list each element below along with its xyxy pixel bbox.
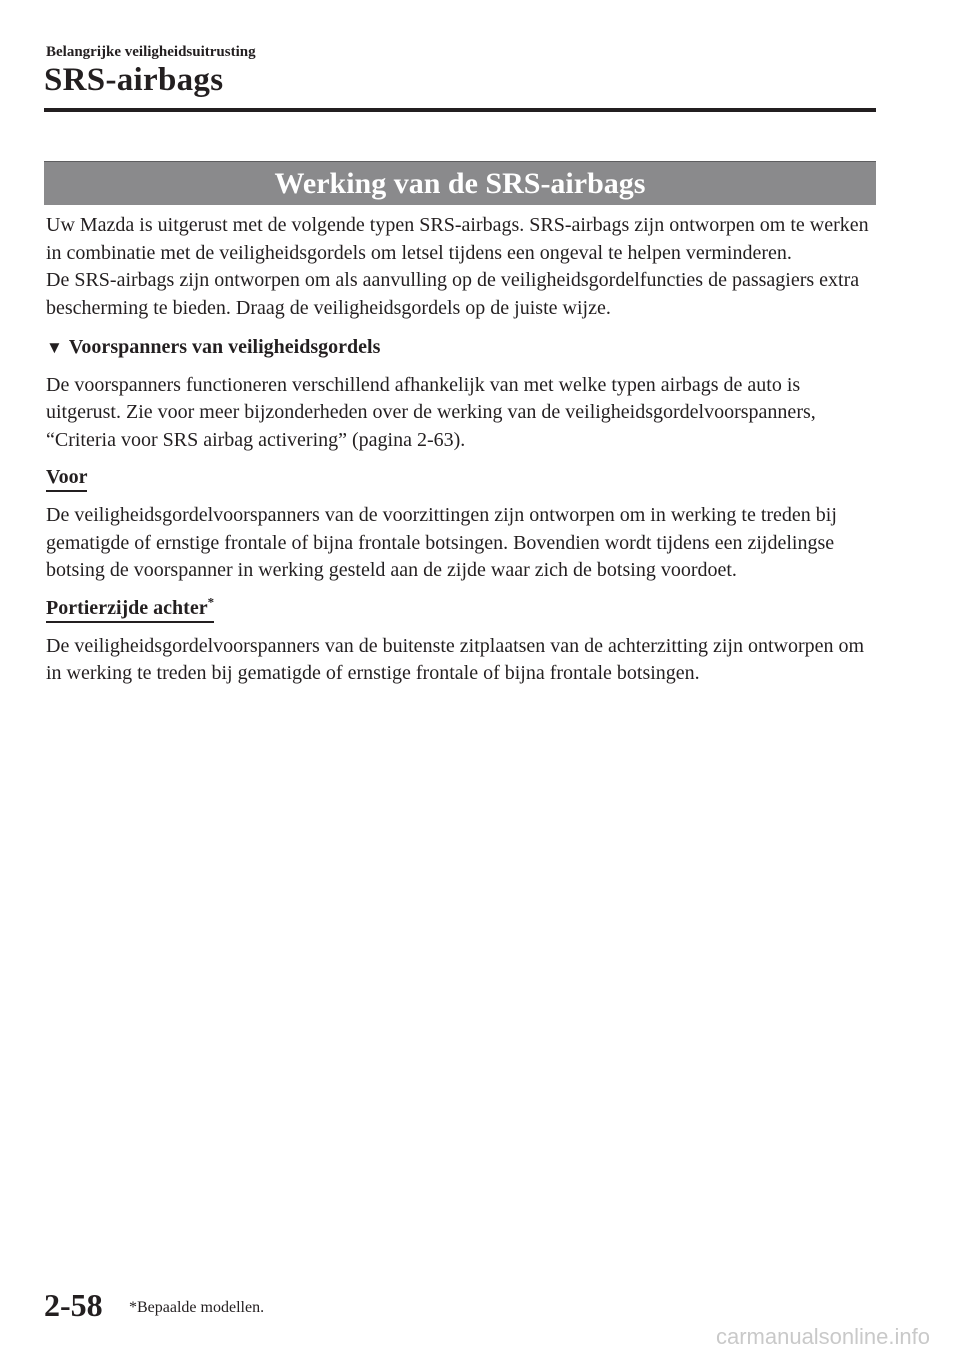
triangle-down-icon: ▼ (46, 338, 63, 357)
body-content (46, 212, 876, 688)
footnote: *Bepaalde modellen. (129, 1299, 265, 1316)
section-title: SRS-airbags (44, 62, 224, 98)
voor-heading: Voor (46, 465, 87, 492)
achter-heading-text: Portierzijde achter (46, 596, 208, 619)
pretensioner-paragraph: De voorspanners functioneren verschillend afhankelijk van met welke typen airbags de auto is uitgerust. Zie voor meer bijzonderheden over de werking van de veiligheidsgordelvoorspanners, “Criteria voor SRS airbag activering” (pagina 2-63). (46, 373, 816, 451)
voor-paragraph: De veiligheidsgordelvoorspanners van de voorzittingen zijn ontworpen om in werking te treden bij gematigde of ernstige frontale of bijna frontale botsingen. Bovendien wordt tijdens een zijdelingse botsing de voorspanner in werking gesteld aan de zijde waar zich de botsing voordoet. (46, 504, 837, 581)
watermark: carmanualsonline.info (715, 1324, 930, 1349)
achter-heading-row (46, 595, 876, 623)
intro-paragraph-2: De SRS-airbags zijn ontworpen om als aanvulling op de veiligheidsgordelfuncties de passagiers extra bescherming te bieden. Draag de veiligheidsgordels op de juiste wijze. (46, 269, 860, 319)
achter-heading (46, 593, 215, 623)
subsection-heading (46, 334, 876, 362)
asterisk-mark: * (207, 593, 215, 609)
subsection-heading-text: Voorspanners van veiligheidsgordels (68, 336, 381, 358)
intro-paragraph-1: Uw Mazda is uitgerust met de volgende typen SRS-airbags. SRS-airbags zijn ontworpen om te werken in combinatie met de veiligheidsgordels om letsel tijdens een ongeval te helpen verminderen. (46, 214, 869, 264)
voor-heading-row (46, 464, 876, 492)
achter-paragraph: De veiligheidsgordelvoorspanners van de buitenste zitplaatsen van de achterzitting zijn ontworpen om in werking te treden bij gematigde of ernstige frontale of bijna frontale botsingen. (46, 634, 865, 684)
topic-banner: Werking van de SRS-airbags (44, 161, 876, 205)
page-number: 2-58 (44, 1287, 103, 1323)
header-divider (44, 108, 876, 112)
chapter-title: Belangrijke veiligheidsuitrusting (46, 44, 256, 60)
